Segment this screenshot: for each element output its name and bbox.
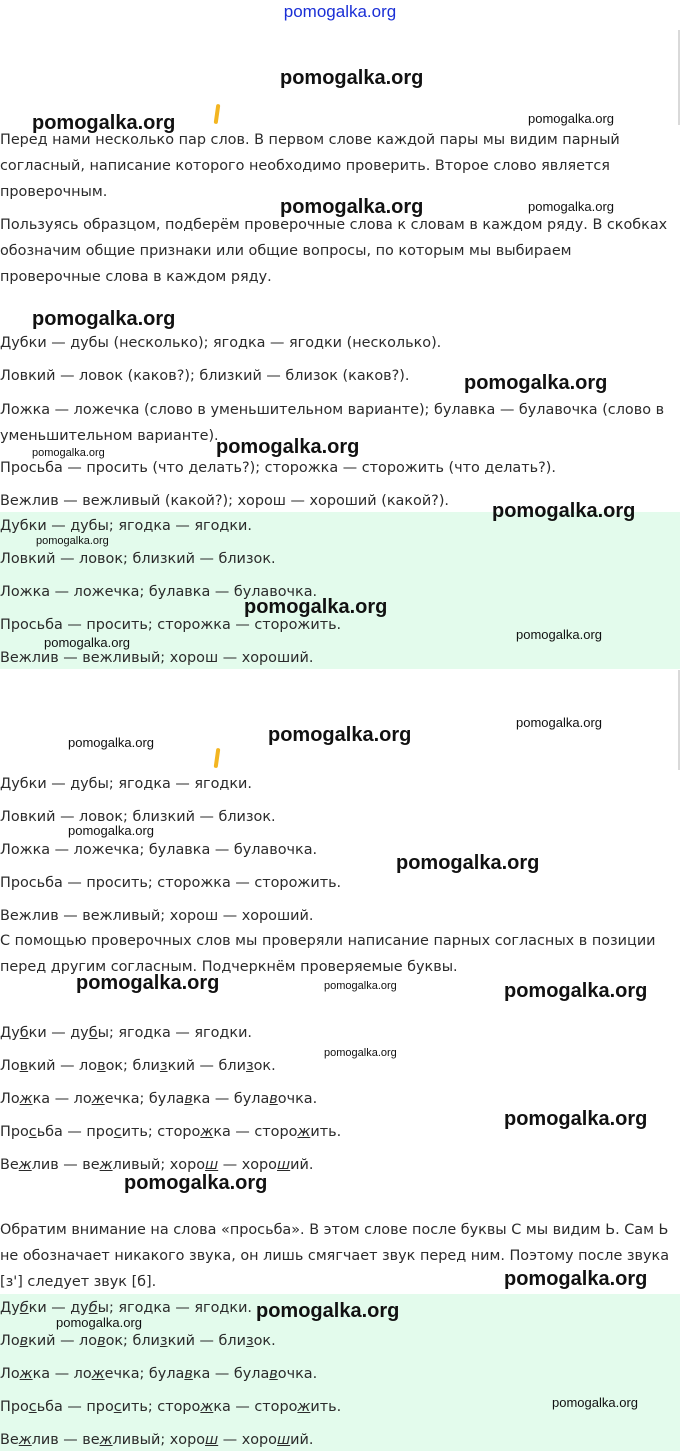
watermark: pomogalka.org bbox=[76, 972, 220, 994]
watermark: pomogalka.org bbox=[32, 447, 105, 459]
watermark: pomogalka.org bbox=[516, 715, 602, 730]
checked-letter: б bbox=[88, 1300, 98, 1316]
checked-letter: ш bbox=[205, 1157, 219, 1173]
checked-letter: д bbox=[219, 1300, 230, 1316]
checked-letter: ж bbox=[200, 1399, 214, 1415]
checked-letter: ж bbox=[19, 1091, 33, 1107]
task-paragraph: С помощью проверочных слов мы проверяли написание парных согласных в позиции перед другим согласным. Подчеркнём проверяемые буквы. bbox=[0, 933, 656, 975]
explained-row: Просьба — просить (что делать?); сторожка — сторожить (что делать?). bbox=[0, 460, 556, 476]
watermark: pomogalka.org bbox=[68, 735, 154, 750]
watermark: pomogalka.org bbox=[504, 1108, 648, 1130]
checked-letter: в bbox=[184, 1366, 193, 1382]
answer-row: Ложка — ложечка; булавка — булавочка. bbox=[0, 584, 318, 600]
checked-letter: д bbox=[143, 1025, 154, 1041]
watermark: pomogalka.org bbox=[268, 724, 412, 746]
checked-letter: с bbox=[113, 1124, 122, 1140]
explained-row: Вежлив — вежливый (какой?); хорош — хороший (какой?). bbox=[0, 493, 450, 509]
underlined-row: Дубки — дубы; ягодка — ягодки. bbox=[0, 1025, 252, 1041]
checked-letter: з bbox=[245, 1058, 254, 1074]
answer-row: Просьба — просить; сторожка — сторожить. bbox=[0, 617, 342, 633]
watermark: pomogalka.org bbox=[492, 500, 636, 522]
watermark: pomogalka.org bbox=[324, 1047, 397, 1059]
watermark: pomogalka.org bbox=[552, 1395, 638, 1410]
watermark: pomogalka.org bbox=[504, 980, 648, 1002]
checked-letter: д bbox=[219, 1025, 230, 1041]
intro-paragraph: Пользуясь образцом, подберём проверочные слова к словам в каждом ряду. В скобках обозначим общие признаки или общие вопросы, по которым мы выбираем проверочные слова в каждом ряду. bbox=[0, 217, 668, 285]
task-row: Ложка — ложечка; булавка — булавочка. bbox=[0, 842, 318, 858]
checked-letter: б bbox=[19, 1300, 29, 1316]
checked-letter: ж bbox=[200, 1124, 214, 1140]
final-row: Просьба — просить; сторожка — сторожить. bbox=[0, 1399, 342, 1415]
checked-letter: с bbox=[28, 1399, 37, 1415]
task-row: Вежлив — вежливый; хорош — хороший. bbox=[0, 908, 314, 924]
watermark: pomogalka.org bbox=[280, 196, 424, 218]
note-paragraph: Обратим внимание на слова «просьба». В этом слове после буквы С мы видим Ь. Сам Ь не обозначает никакого звука, он лишь смягчает звук перед ним. Поэтому после звука [з'] следует звук [б]. bbox=[0, 1222, 670, 1290]
answer-row: Дубки — дубы; ягодка — ягодки. bbox=[0, 518, 252, 534]
watermark: pomogalka.org bbox=[32, 308, 176, 330]
checked-letter: з bbox=[159, 1058, 168, 1074]
checked-letter: ш bbox=[205, 1432, 219, 1448]
checked-letter: д bbox=[143, 1300, 154, 1316]
checked-letter: в bbox=[97, 1058, 106, 1074]
watermark: pomogalka.org bbox=[396, 852, 540, 874]
watermark: pomogalka.org bbox=[216, 436, 360, 458]
checked-letter: ж bbox=[91, 1366, 105, 1382]
site-link[interactable]: pomogalka.org bbox=[283, 2, 397, 21]
watermark: pomogalka.org bbox=[36, 535, 109, 547]
checked-letter: б bbox=[88, 1025, 98, 1041]
watermark: pomogalka.org bbox=[32, 112, 176, 134]
checked-letter: ж bbox=[297, 1124, 311, 1140]
task-row: Ловкий — ловок; близкий — близок. bbox=[0, 809, 276, 825]
checked-letter: ж bbox=[297, 1399, 311, 1415]
pencil-icon bbox=[214, 104, 221, 124]
checked-letter: з bbox=[245, 1333, 254, 1349]
watermark: pomogalka.org bbox=[324, 980, 397, 992]
watermark: pomogalka.org bbox=[464, 372, 608, 394]
checked-letter: с bbox=[113, 1399, 122, 1415]
checked-letter: ж bbox=[18, 1157, 32, 1173]
checked-letter: ш bbox=[277, 1432, 291, 1448]
watermark: pomogalka.org bbox=[68, 823, 154, 838]
watermark: pomogalka.org bbox=[256, 1300, 400, 1322]
checked-letter: с bbox=[28, 1124, 37, 1140]
explained-row: Ложка — ложечка (слово в уменьшительном варианте); булавка — булавочка (слово в уменьшительном варианте). bbox=[0, 402, 665, 444]
checked-letter: ж bbox=[19, 1366, 33, 1382]
watermark: pomogalka.org bbox=[44, 635, 130, 650]
checked-letter: ж bbox=[18, 1432, 32, 1448]
checked-letter: ш bbox=[277, 1157, 291, 1173]
watermark: pomogalka.org bbox=[528, 111, 614, 126]
task-row: Дубки — дубы; ягодка — ягодки. bbox=[0, 776, 252, 792]
watermark: pomogalka.org bbox=[244, 596, 388, 618]
watermark: pomogalka.org bbox=[516, 627, 602, 642]
watermark: pomogalka.org bbox=[124, 1172, 268, 1194]
watermark: pomogalka.org bbox=[280, 67, 424, 89]
checked-letter: в bbox=[269, 1091, 278, 1107]
watermark: pomogalka.org bbox=[56, 1315, 142, 1330]
task-row: Просьба — просить; сторожка — сторожить. bbox=[0, 875, 342, 891]
watermark: pomogalka.org bbox=[504, 1268, 648, 1290]
answer-row: Ловкий — ловок; близкий — близок. bbox=[0, 551, 276, 567]
final-row: Дубки — дубы; ягодка — ягодки. bbox=[0, 1300, 252, 1316]
explained-row: Ловкий — ловок (каков?); близкий — близок (каков?). bbox=[0, 368, 410, 384]
final-row: Вежлив — вежливый; хорош — хороший. bbox=[0, 1432, 314, 1448]
intro-paragraph: Перед нами несколько пар слов. В первом слове каждой пары мы видим парный согласный, написание которого необходимо проверить. Второе слово является проверочным. bbox=[0, 132, 620, 200]
checked-letter: з bbox=[159, 1333, 168, 1349]
answer-row: Вежлив — вежливый; хорош — хороший. bbox=[0, 650, 314, 666]
checked-letter: ж bbox=[91, 1091, 105, 1107]
underlined-row: Ловкий — ловок; близкий — близок. bbox=[0, 1058, 276, 1074]
final-row: Ложка — ложечка; булавка — булавочка. bbox=[0, 1366, 318, 1382]
watermark: pomogalka.org bbox=[528, 199, 614, 214]
checked-letter: в bbox=[184, 1091, 193, 1107]
checked-letter: б bbox=[19, 1025, 29, 1041]
final-row: Ловкий — ловок; близкий — близок. bbox=[0, 1333, 276, 1349]
underlined-row: Ложка — ложечка; булавка — булавочка. bbox=[0, 1091, 318, 1107]
checked-letter: в bbox=[19, 1058, 29, 1074]
pencil-icon bbox=[214, 748, 221, 768]
checked-letter: ж bbox=[99, 1157, 113, 1173]
underlined-row: Просьба — просить; сторожка — сторожить. bbox=[0, 1124, 342, 1140]
checked-letter: в bbox=[19, 1333, 29, 1349]
explained-row: Дубки — дубы (несколько); ягодка — ягодки (несколько). bbox=[0, 335, 442, 351]
checked-letter: в bbox=[269, 1366, 278, 1382]
checked-letter: ж bbox=[99, 1432, 113, 1448]
checked-letter: в bbox=[97, 1333, 106, 1349]
underlined-row: Вежлив — вежливый; хорош — хороший. bbox=[0, 1157, 314, 1173]
